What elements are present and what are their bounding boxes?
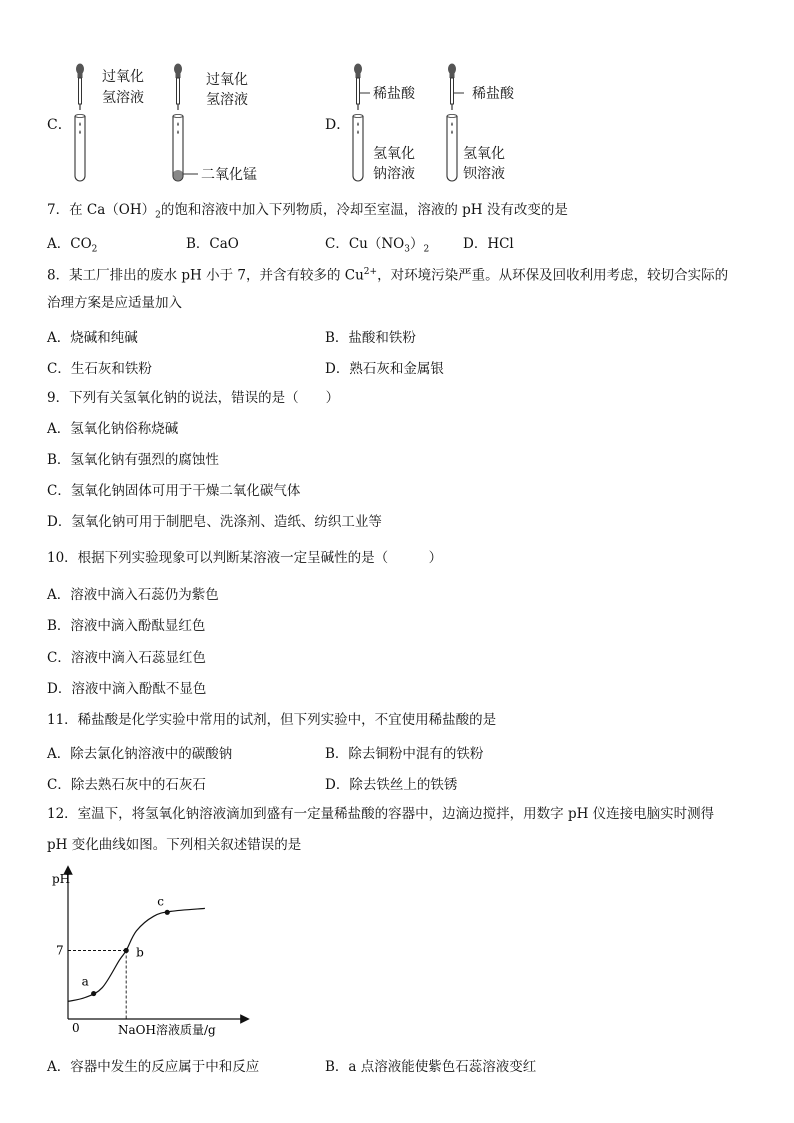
dropper-icon	[174, 64, 182, 111]
q12-stem-line2: pH 变化曲线如图。下列相关叙述错误的是	[47, 837, 302, 853]
q9-stem: 9．下列有关氢氧化钠的说法，错误的是（ ）	[47, 390, 340, 406]
q9-option-a: A．氢氧化钠俗称烧碱	[47, 421, 179, 437]
q9-option-c: C．氢氧化钠固体可用于干燥二氧化碳气体	[47, 483, 301, 499]
tube1-reagent-label2: 氢溶液	[102, 90, 144, 106]
q7-option-d: D．HCl	[463, 236, 514, 252]
q8-stem-line2: 治理方案是应适量加入	[47, 295, 182, 311]
q11-stem: 11．稀盐酸是化学实验中常用的试剂，但下列实验中，不宜使用稀盐酸的是	[47, 712, 497, 728]
option-d-label: D．	[325, 117, 351, 133]
tube3-reagent-label: 稀盐酸	[373, 86, 415, 102]
q8-option-b: B．盐酸和铁粉	[325, 330, 416, 346]
data-point-a	[91, 991, 96, 996]
tube4-content-label2: 钡溶液	[463, 166, 505, 182]
q10-option-b: B．溶液中滴入酚酞显红色	[47, 618, 206, 634]
q9-option-d: D．氢氧化钠可用于制肥皂、洗涤剂、造纸、纺织工业等	[47, 514, 382, 530]
q12-option-a: A．容器中发生的反应属于中和反应	[47, 1059, 260, 1075]
q12-stem: 12．室温下，将氢氧化钠溶液滴加到盛有一定量稀盐酸的容器中，边滴边搅拌，用数字 pH 仪连接电脑实时测得	[47, 806, 715, 822]
tube2-reagent-label1: 过氧化	[206, 72, 248, 88]
x-axis-label: NaOH溶液质量/g	[118, 1023, 216, 1037]
origin-label: 0	[72, 1021, 80, 1035]
q10-option-c: C．溶液中滴入石蕊显红色	[47, 650, 206, 666]
dropper-icon	[76, 64, 84, 111]
tube3-content-label2: 钠溶液	[373, 166, 415, 182]
q11-option-c: C．除去熟石灰中的石灰石	[47, 777, 206, 793]
q9-option-b: B．氢氧化钠有强烈的腐蚀性	[47, 452, 219, 468]
q12-option-b: B．a 点溶液能使紫色石蕊溶液变红	[325, 1059, 537, 1075]
q7-option-b: B．CaO	[186, 236, 239, 252]
q7-option-c: C．$Cu(NO_3)_2$	[325, 236, 430, 255]
data-point-label-c: c	[157, 894, 164, 909]
data-point-label-b: b	[136, 945, 144, 960]
q11-option-b: B．除去铜粉中混有的铁粉	[325, 746, 484, 762]
q11-option-d: D．除去铁丝上的铁锈	[325, 777, 458, 793]
tube2-content-label: 二氧化锰	[201, 167, 257, 183]
ph-curve-chart	[40, 864, 260, 1044]
test-tube-icon	[173, 115, 198, 182]
tube3-content-label1: 氢氧化	[373, 146, 415, 162]
data-point-c	[165, 910, 170, 915]
dropper-icon	[354, 64, 370, 111]
q8-option-c: C．生石灰和铁粉	[47, 361, 152, 377]
q7-stem: 7．在 $Ca(OH)_2$的饱和溶液中加入下列物质，冷却至室温，溶液的 pH 没有改变的是	[47, 202, 568, 221]
q10-stem: 10．根据下列实验现象可以判断某溶液一定呈碱性的是（ ）	[47, 550, 443, 566]
data-point-b	[124, 948, 129, 953]
dropper-icon	[448, 64, 464, 111]
q11-option-a: A．除去氯化钠溶液中的碳酸钠	[47, 746, 233, 762]
y-tick-label: 7	[56, 943, 64, 958]
test-tube-icon	[447, 115, 457, 182]
q8-stem: 8．某工厂排出的废水 pH 小于 7，并含有较多的 $Cu^{2+}$，对环境污染严重。从环保及回收利用考虑，较切合实际的	[47, 267, 729, 284]
y-axis-label: pH	[52, 872, 71, 886]
tube4-reagent-label: 稀盐酸	[472, 86, 514, 102]
test-tube-icon	[353, 115, 363, 182]
q8-option-a: A．烧碱和纯碱	[47, 330, 138, 346]
q7-option-a: A．$CO_2$	[47, 236, 98, 255]
tube4-content-label1: 氢氧化	[463, 146, 505, 162]
tube1-reagent-label1: 过氧化	[102, 69, 144, 85]
q10-option-a: A．溶液中滴入石蕊仍为紫色	[47, 587, 219, 603]
option-c-label: C．	[47, 117, 72, 133]
data-point-label-a: a	[81, 974, 89, 989]
q8-option-d: D．熟石灰和金属银	[325, 361, 444, 377]
test-tube-icon	[75, 115, 85, 182]
tube2-reagent-label2: 氢溶液	[206, 92, 248, 108]
q10-option-d: D．溶液中滴入酚酞不显色	[47, 681, 207, 697]
